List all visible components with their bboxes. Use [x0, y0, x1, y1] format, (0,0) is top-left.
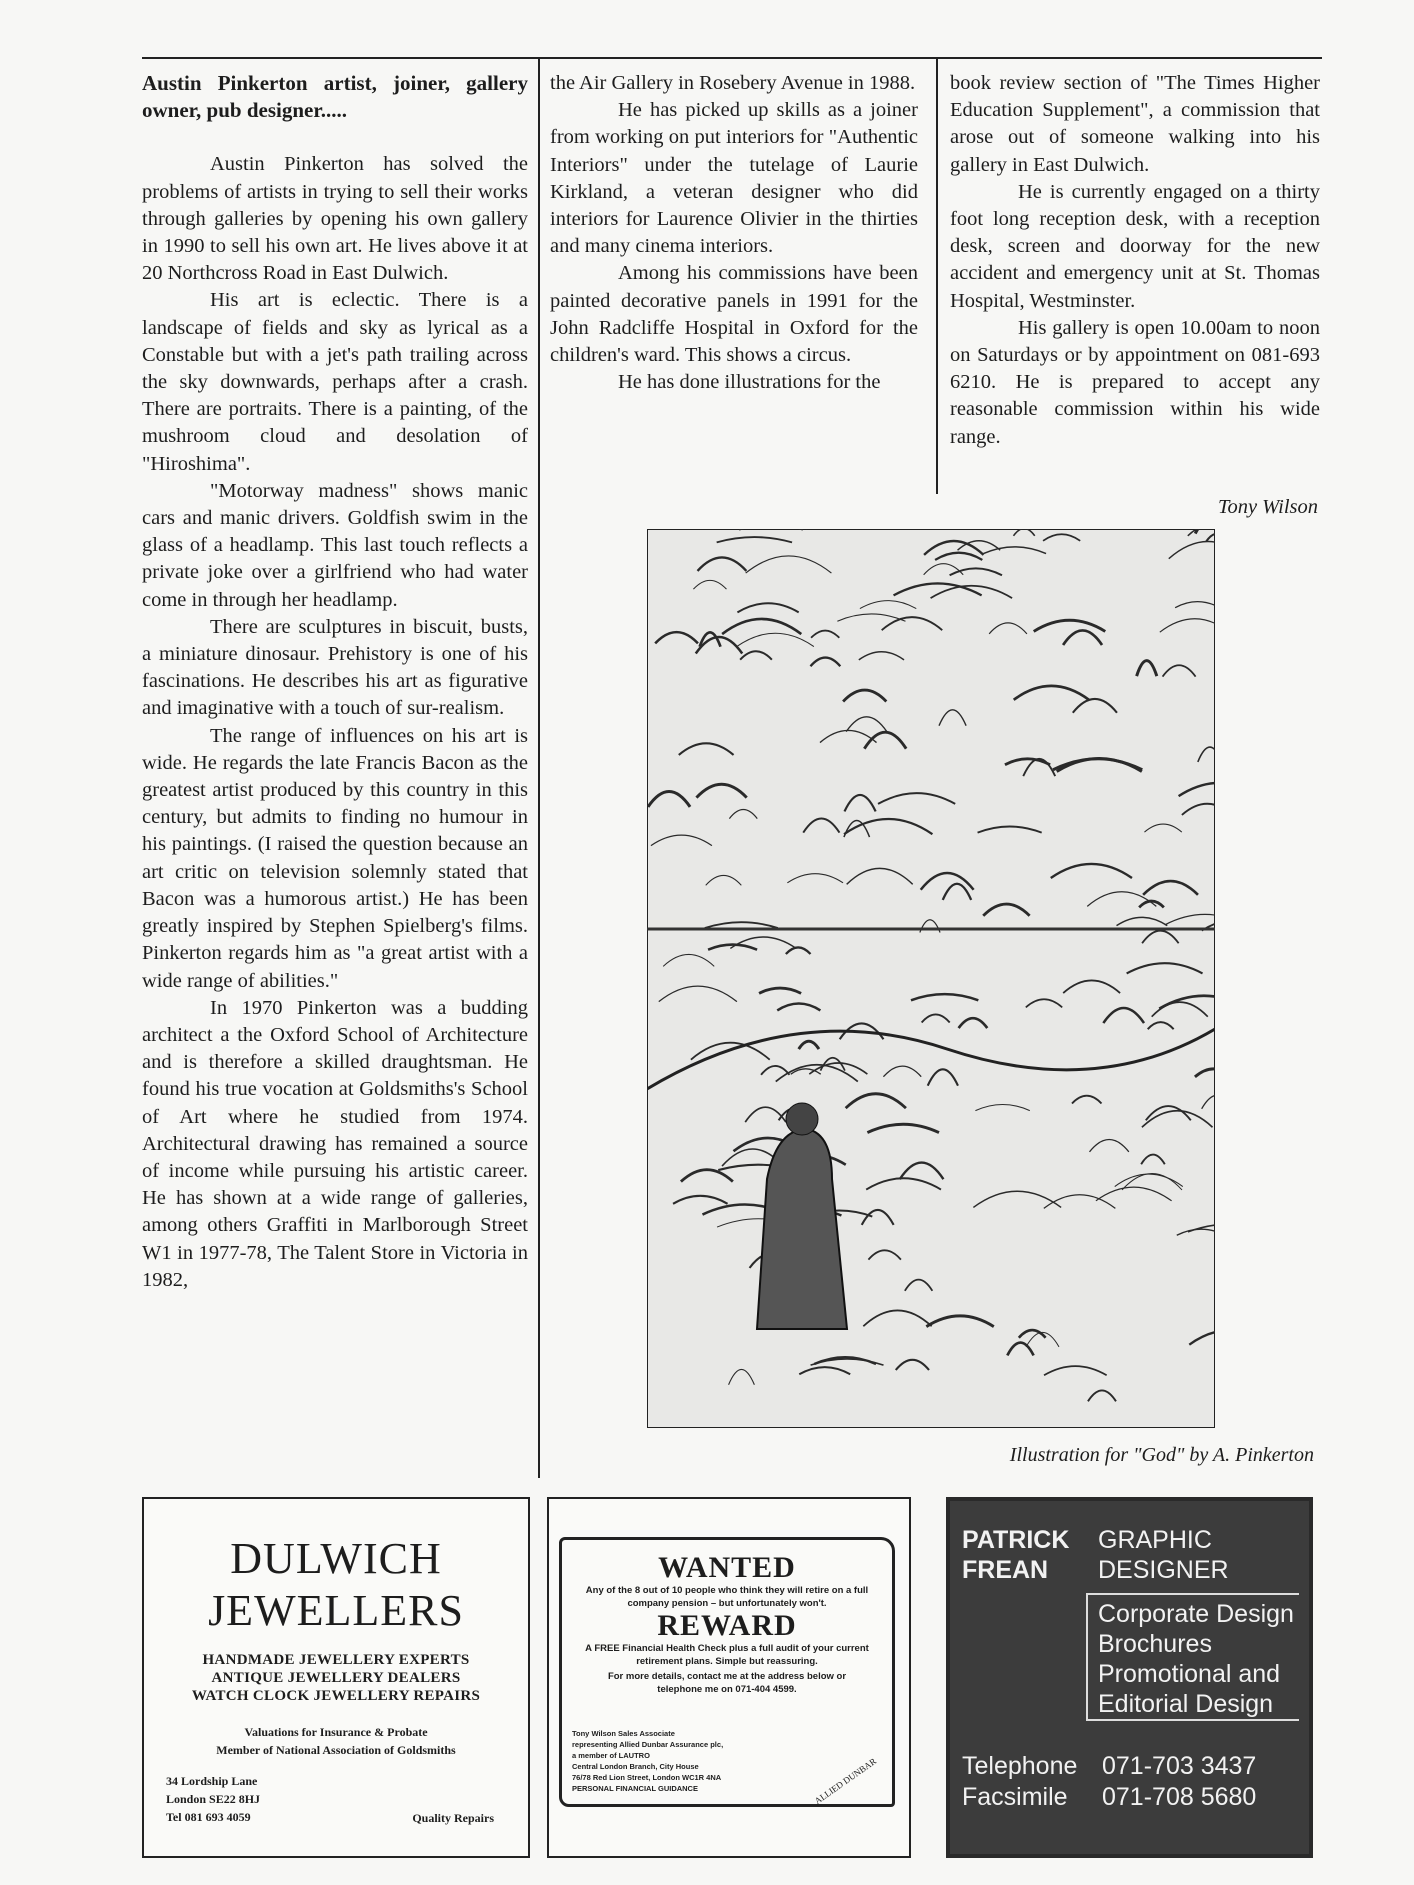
figure-head	[786, 1103, 818, 1135]
address-line: London SE22 8HJ	[166, 1792, 261, 1806]
agent-line: representing Allied Dunbar Assurance plc,	[572, 1740, 724, 1749]
reward-text: A FREE Financial Health Check plus a full audit of your current retirement plans. Simple but reassuring.	[585, 1643, 869, 1667]
ad-service: HANDMADE JEWELLERY EXPERTS	[202, 1652, 470, 1668]
article-headline: Austin Pinkerton artist, joiner, gallery owner, pub designer.....	[142, 71, 528, 123]
agent-line: Tony Wilson Sales Associate	[572, 1729, 675, 1738]
paragraph: the Air Gallery in Rosebery Avenue in 1988.	[550, 72, 916, 94]
designer-services	[1086, 1593, 1299, 1721]
illustration-caption: Illustration for "God" by A. Pinkerton	[1009, 1444, 1314, 1466]
phone-label: Telephone	[962, 1752, 1078, 1780]
paragraph: book review section of "The Times Higher Education Supplement", a commission that arose out of someone walking into his gallery in East Dulwich.	[950, 72, 1320, 176]
agent-line: 76/78 Red Lion Street, London WC1R 4NA	[572, 1773, 722, 1782]
name-line: PATRICK	[962, 1526, 1070, 1554]
paragraph: His art is eclectic. There is a landscape of fields and sky as lyrical as a Constable but with a jet's path trailing across the sky downwards, perhaps after a crash. There are portraits. There is a painting, of the mushroom cloud and desolation of "Hiroshima".	[142, 289, 528, 475]
ad-title: JEWELLERS	[208, 1586, 464, 1635]
ad-wanted	[547, 1497, 911, 1858]
paragraph: Austin Pinkerton has solved the problems of artists in trying to sell their works through galleries by opening his own gallery in 1990 to sell his own art. He lives above it at 20 Northcross Road in East Dulwich.	[142, 153, 528, 285]
wanted-heading: WANTED	[658, 1551, 796, 1584]
paragraph: There are sculptures in biscuit, busts, a miniature dinosaur. Prehistory is one of his fascinations. He describes his art as figurative and imaginative with a touch of sur-realism.	[142, 615, 528, 720]
top-rule	[142, 57, 1322, 59]
paragraph: "Motorway madness" shows manic cars and manic drivers. Goldfish swim in the glass of a headlamp. This last touch reflects a private joke over a girlfriend who had water come in through her headlamp.	[142, 479, 528, 611]
agent-line: PERSONAL FINANCIAL GUIDANCE	[572, 1784, 698, 1793]
paragraph: His gallery is open 10.00am to noon on Saturdays or by appointment on 081-693 6210. He is prepared to accept any reasonable commission within his wide range.	[950, 316, 1320, 448]
illustration-frame	[647, 529, 1215, 1428]
ad-tagline: Quality Repairs	[412, 1811, 494, 1825]
designer-contact	[962, 1751, 1256, 1813]
column-divider	[936, 58, 938, 494]
reward-heading: REWARD	[657, 1609, 797, 1642]
ad-dulwich-jewellers	[142, 1497, 530, 1858]
illustration-god	[647, 529, 1215, 1428]
agent-line: Central London Branch, City House	[572, 1762, 699, 1771]
fax-label: Facsimile	[962, 1783, 1068, 1811]
paragraph: He is currently engaged on a thirty foot long reception desk, with a reception desk, screen and doorway for the new accident and emergency unit at St. Thomas Hospital, Westminster.	[950, 180, 1320, 312]
contact-text: For more details, contact me at the address below or telephone me on 071-404 4599.	[607, 1671, 847, 1695]
address-line: 34 Lordship Lane	[166, 1774, 258, 1788]
ad-address	[166, 1772, 260, 1826]
wanted-text: Any of the 8 out of 10 people who think they will retire on a full company pension – but unfortunately won't.	[585, 1585, 869, 1609]
agent-details	[572, 1728, 723, 1794]
designer-name	[962, 1525, 1069, 1585]
ad-service: ANTIQUE JEWELLERY DEALERS	[211, 1670, 461, 1686]
paragraph: He has done illustrations for the	[618, 371, 881, 394]
name-line: FREAN	[962, 1556, 1049, 1584]
phone-line: Tel 081 693 4059	[166, 1810, 251, 1824]
ad-service: WATCH CLOCK JEWELLERY REPAIRS	[191, 1688, 481, 1704]
agent-line: a member of LAUTRO	[572, 1751, 650, 1760]
service: Corporate Design	[1098, 1600, 1294, 1628]
service: Promotional and	[1098, 1660, 1281, 1688]
byline: Tony Wilson	[1217, 496, 1318, 518]
service: Brochures	[1098, 1630, 1212, 1658]
ad-title: DULWICH	[230, 1534, 442, 1583]
ad-valuations: Valuations for Insurance & Probate	[244, 1725, 428, 1739]
fax-number: 071-708 5680	[1102, 1783, 1257, 1811]
paragraph: Among his commissions have been painted decorative panels in 1991 for the John Radcliffe Hospital in Oxford for the children's ward. This shows a circus.	[550, 262, 918, 367]
article-column-1	[142, 70, 528, 1294]
service: Editorial Design	[1098, 1690, 1274, 1718]
ad-membership: Member of National Association of Goldsmiths	[216, 1743, 456, 1757]
wanted-scroll	[559, 1537, 895, 1807]
article-column-3	[950, 70, 1320, 451]
phone-number: 071-703 3437	[1102, 1752, 1257, 1780]
paragraph: He has picked up skills as a joiner from working on put interiors for "Authentic Interiors" under the tutelage of Laurie Kirkland, a veteran designer who did interiors for Laurence Olivier in the thirties and many cinema interiors.	[550, 99, 918, 258]
column-divider	[538, 58, 540, 1478]
designer-role	[1098, 1525, 1229, 1585]
role-line: GRAPHIC	[1098, 1526, 1212, 1554]
paragraph: The range of influences on his art is wide. He regards the late Francis Bacon as the greatest artist produced by this country in this century, but admits to finding no humour in his paintings. (I raised the question because an art critic on television solemnly stated that Bacon was a humorous artist.) He has been greatly inspired by Stephen Spielberg's films. Pinkerton regards him as "a great artist with a wide range of abilities."	[142, 724, 528, 992]
role-line: DESIGNER	[1098, 1556, 1229, 1584]
allied-dunbar-logo: ALLIED DUNBAR	[812, 1756, 879, 1806]
article-column-2	[550, 70, 918, 396]
paragraph: In 1970 Pinkerton was a budding architect a the Oxford School of Architecture and is therefore a skilled draughtsman. He found his true vocation at Goldsmiths's School of Art where he studied from 1974. Architectural drawing has remained a source of income while pursuing his artistic career. He has shown at a wide range of galleries, among others Graffiti in Marlborough Street W1 in 1977-78, The Talent Store in Victoria in 1982,	[142, 996, 528, 1291]
ad-graphic-designer	[946, 1497, 1313, 1858]
